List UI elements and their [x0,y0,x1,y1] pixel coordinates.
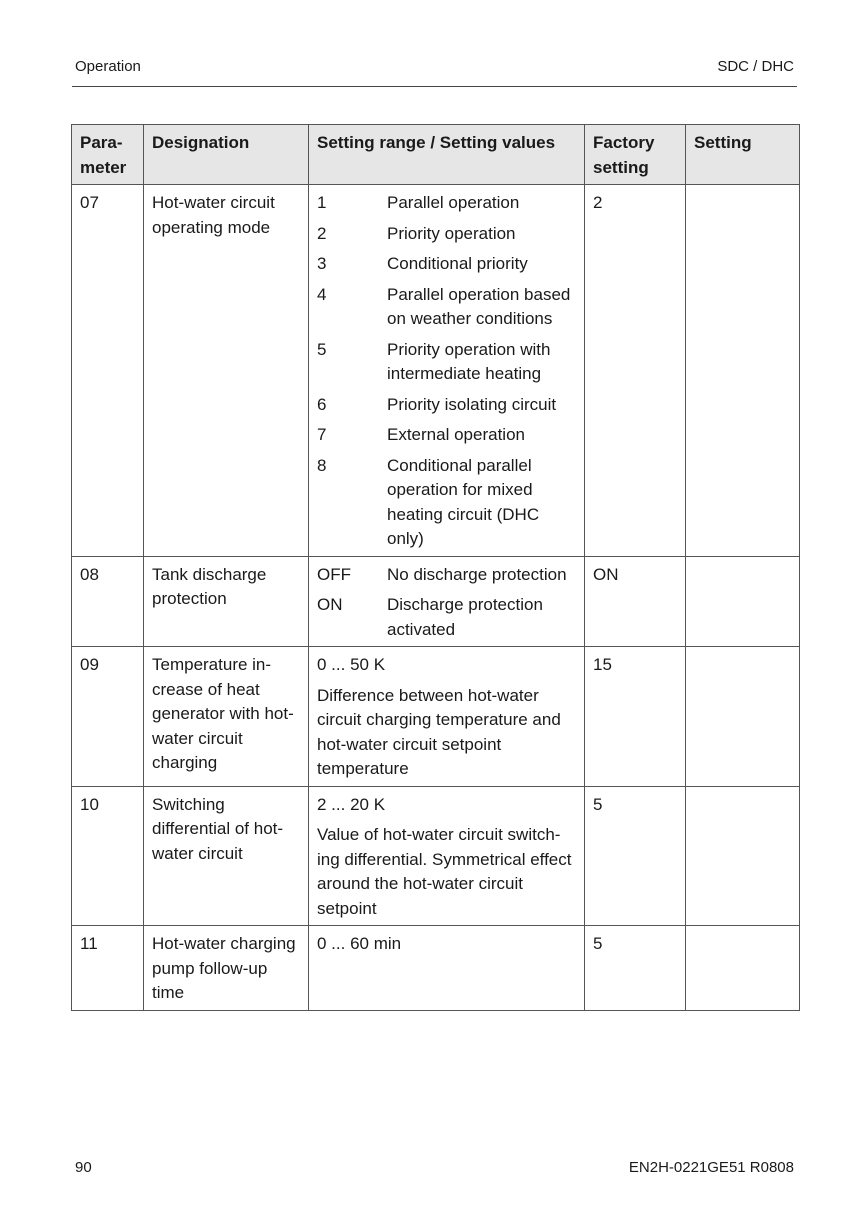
setting-range: 0 ... 60 min [317,934,402,953]
setting-description: Difference between hot-water circuit charging temperature and hot-water circuit setpoint temperature [317,685,561,778]
option-text: Parallel operation based on weather conditions [387,284,571,328]
table-row [72,647,800,787]
option-text: Discharge protection activated [387,595,543,639]
col-header-parameter: Para- meter [72,125,144,185]
running-header-product: SDC / DHC [717,58,794,75]
setting-values-cell [309,185,585,557]
option-text: Parallel operation [387,193,520,212]
designation-cell: Temperature in-crease of heat generator with hot-water circuit charging [144,647,309,787]
option-code: 7 [317,425,327,444]
option-code: ON [317,595,343,614]
option-item [317,283,576,332]
option-item [317,593,576,642]
option-item [317,252,576,277]
col-header-factory-setting: Factory setting [585,125,686,185]
table-header-row [72,125,800,185]
table-row [72,926,800,1011]
param-cell: 10 [72,786,144,926]
option-item [317,393,576,418]
col-header-setting: Setting [686,125,800,185]
setting-values-cell [309,786,585,926]
designation-cell: Switching differential of hot-water circuit [144,786,309,926]
factory-setting-cell: ON [585,556,686,647]
page-number: 90 [75,1159,92,1176]
user-setting-cell [686,786,800,926]
parameter-table [71,124,800,1011]
factory-setting-cell: 5 [585,786,686,926]
col-header-setting-range: Setting range / Setting values [309,125,585,185]
option-text: No discharge protection [387,564,567,584]
option-code: 5 [317,339,327,359]
param-cell: 08 [72,556,144,647]
designation-cell: Hot-water circuit operating mode [144,185,309,557]
option-code: 4 [317,284,327,304]
setting-range: 0 ... 50 K [317,655,386,674]
option-text: Conditional parallel operation for mixed heating circuit (DHC only) [387,455,540,548]
option-code: OFF [317,564,351,584]
running-header-section: Operation [75,58,141,75]
setting-range: 2 ... 20 K [317,794,386,814]
option-text: Conditional priority [387,254,528,273]
option-code: 1 [317,193,327,212]
param-cell: 07 [72,185,144,557]
setting-values-cell [309,647,585,787]
user-setting-cell [686,647,800,787]
factory-setting-cell: 5 [585,926,686,1011]
document-code: EN2H-0221GE51 R0808 [628,1159,794,1176]
setting-description: Value of hot-water circuit switch-ing differential. Symmetrical effect around the hot-water circuit setpoint [317,825,572,918]
table-row [72,185,800,557]
table-row [72,786,800,926]
option-text: Priority isolating circuit [387,394,557,414]
option-item [317,222,576,247]
option-text: External operation [387,425,525,444]
option-text: Priority operation [387,223,516,243]
setting-values-cell [309,556,585,647]
option-code: 8 [317,455,327,475]
option-code: 6 [317,394,327,414]
param-cell: 11 [72,926,144,1011]
col-header-designation: Designation [144,125,309,185]
factory-setting-cell: 2 [585,185,686,557]
designation-cell: Tank discharge protection [144,556,309,647]
option-item [317,454,576,552]
setting-values-cell [309,926,585,1011]
option-code: 2 [317,223,327,243]
option-item [317,191,576,216]
option-item [317,563,576,588]
user-setting-cell [686,556,800,647]
header-rule [72,86,797,87]
option-item [317,423,576,448]
factory-setting-cell: 15 [585,647,686,787]
user-setting-cell [686,185,800,557]
table-row [72,556,800,647]
param-cell: 09 [72,647,144,787]
user-setting-cell [686,926,800,1011]
option-code: 3 [317,254,327,273]
designation-cell: Hot-water charging pump follow-up time [144,926,309,1011]
option-text: Priority operation with intermediate heating [387,339,551,383]
option-item [317,338,576,387]
